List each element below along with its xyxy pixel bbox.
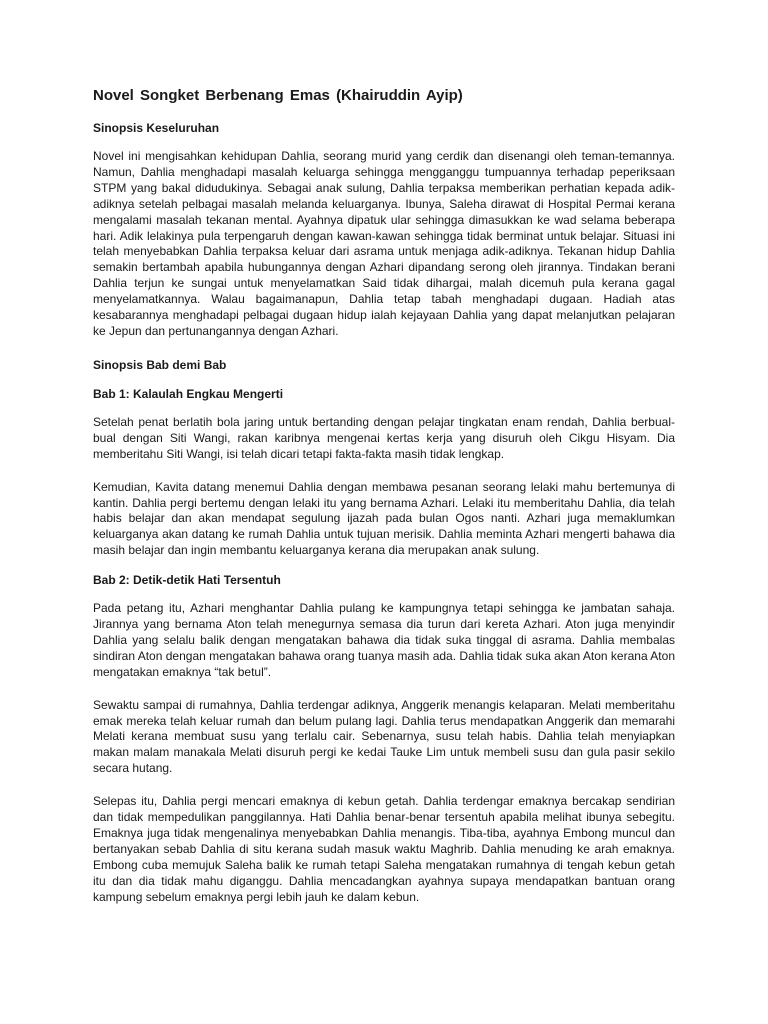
- bab-2-paragraph-3: Selepas itu, Dahlia pergi mencari emaknya di kebun getah. Dahlia terdengar emaknya bercakap sendirian dan tidak mempedulikan panggilannya. Hati Dahlia benar-benar tersentuh apabila melihat ibunya sebegitu. Emaknya juga tidak mengenalinya menyebabkan Dahlia menangis. Tiba-tiba, ayahnya Embong muncul dan bertanyakan sebab Dahlia di situ kerana sudah masuk waktu Maghrib. Dahlia menuding ke arah emaknya. Embong cuba memujuk Saleha balik ke rumah tetapi Saleha mengatakan rumahnya di tengah kebun getah itu dan dia tidak mahu diganggu. Dahlia mencadangkan ayahnya supaya mendapatkan bantuan orang kampung sebelum emaknya pergi lebih jauh ke dalam kebun.: [93, 794, 675, 904]
- document-page: [93, 86, 675, 906]
- bab-1-paragraph-2: Kemudian, Kavita datang menemui Dahlia dengan membawa pesanan seorang lelaki mahu bertemunya di kantin. Dahlia pergi bertemu dengan lelaki itu yang bernama Azhari. Lelaki itu memberitahu Dahlia, dia telah habis belajar dan akan mendapat segulung ijazah pada bulan Ogos nanti. Azhari juga memaklumkan keluarganya akan datang ke rumah Dahlia untuk tujuan merisik. Dahlia meminta Azhari mengerti bahawa dia masih belajar dan ingin membantu keluarganya kerana dia merupakan anak sulung.: [93, 479, 675, 558]
- document-title: Novel Songket Berbenang Emas (Khairuddin Ayip): [93, 87, 463, 104]
- bab-1-paragraph-1: Setelah penat berlatih bola jaring untuk bertanding dengan pelajar tingkatan enam rendah, Dahlia berbual-bual dengan Siti Wangi, rakan karibnya mengenai kertas kerja yang disuruh oleh Cikgu Hisyam. Dia memberitahu Siti Wangi, isi telah dicari tetapi fakta-fakta masih tidak lengkap.: [93, 414, 675, 461]
- section-heading-chapter-synopsis: Sinopsis Bab demi Bab: [93, 357, 227, 372]
- bab-2-paragraph-2: Sewaktu sampai di rumahnya, Dahlia terdengar adiknya, Anggerik menangis kelaparan. Melati memberitahu emak mereka telah keluar rumah dan belum pulang lagi. Dahlia terus mendapatkan Anggerik dan memarahi Melati kerana membuat susu yang terlalu cair. Sebenarnya, susu telah habis. Dahlia telah menyiapkan makan malam manakala Melati disuruh pergi ke kedai Tauke Lim untuk membeli susu dan gula pasir sekilo secara hutang.: [93, 697, 675, 776]
- section-heading-bab-2: Bab 2: Detik-detik Hati Tersentuh: [93, 573, 281, 588]
- bab-2-paragraph-1: Pada petang itu, Azhari menghantar Dahlia pulang ke kampungnya tetapi sehingga ke jambatan sahaja. Jirannya yang bernama Aton telah menegurnya semasa dia turun dari kereta Azhari. Aton juga menyindir Dahlia yang selalu balik dengan mengatakan bahawa dia tidak suka tinggal di asrama. Dahlia membalas sindiran Aton dengan mengatakan bahawa orang tuanya masih ada. Dahlia tidak suka akan Aton kerana Aton mengatakan emaknya “tak betul”.: [93, 601, 675, 679]
- synopsis-paragraph: Novel ini mengisahkan kehidupan Dahlia, seorang murid yang cerdik dan disenangi oleh teman-temannya. Namun, Dahlia menghadapi masalah keluarga sehingga mengganggu tumpuannya terhadap peperiksaan STPM yang bakal didudukinya. Sebagai anak sulung, Dahlia terpaksa memberikan perhatian kepada adik-adiknya setelah pelbagai masalah melanda keluarganya. Ibunya, Saleha dirawat di Hospital Permai kerana mengalami masalah tekanan mental. Ayahnya dipatuk ular sehingga dimasukkan ke wad selama beberapa hari. Adik lelakinya pula terpengaruh dengan kawan-kawan sehingga tidak berminat untuk belajar. Situasi ini telah menyebabkan Dahlia terpaksa keluar dari asrama untuk menjaga adik-adiknya. Tekanan hidup Dahlia semakin bertambah apabila hubungannya dengan Azhari dipandang serong oleh jirannya. Tindakan berani Dahlia terjun ke sungai untuk menyelamatkan Said tidak dihargai, malah dicemuh pula kerana gagal menyelamatkannya. Walau bagaimanapun, Dahlia tetap tabah menghadapi dugaan. Hadiah atas kesabarannya menghadapi pelbagai dugaan hidup ialah kejayaan Dahlia yang dapat melanjutkan pelajaran ke Jepun dan pertunangannya dengan Azhari.: [93, 149, 675, 338]
- section-heading-synopsis: Sinopsis Keseluruhan: [93, 121, 220, 135]
- section-heading-bab-1: Bab 1: Kalaulah Engkau Mengerti: [93, 386, 284, 401]
